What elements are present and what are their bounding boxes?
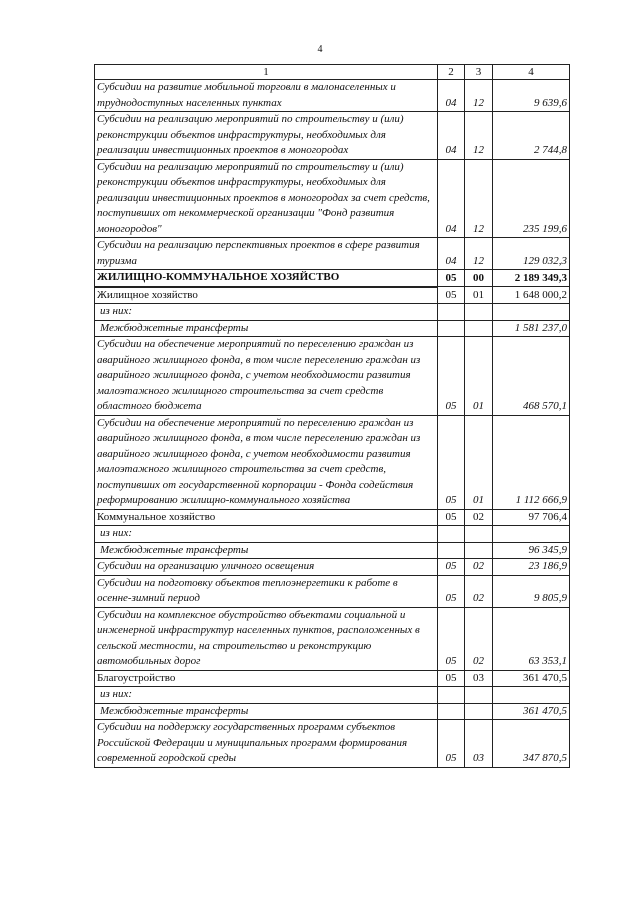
row-description: Коммунальное хозяйство: [95, 509, 438, 526]
row-subsection-code: [465, 703, 493, 720]
row-subsection-code: 02: [465, 575, 493, 607]
row-amount: [493, 687, 570, 704]
row-subsection-code: [465, 542, 493, 559]
table-header-row: [95, 65, 570, 80]
row-subsection-code: 02: [465, 509, 493, 526]
row-section-code: 04: [438, 80, 465, 112]
row-amount: 1 112 666,9: [493, 415, 570, 509]
row-amount: 361 470,5: [493, 703, 570, 720]
row-amount: 96 345,9: [493, 542, 570, 559]
row-subsection-code: 00: [465, 270, 493, 287]
row-subsection-code: 12: [465, 80, 493, 112]
row-subsection-code: 01: [465, 287, 493, 304]
table-row: [95, 287, 570, 304]
table-row: [95, 542, 570, 559]
row-description: из них:: [95, 304, 438, 321]
header-col-2: 2: [438, 65, 465, 80]
row-description: Субсидии на обеспечение мероприятий по переселению граждан из аварийного жилищного фонда, в том числе переселению граждан из аварийного жилищного фонда, с учетом необходимости развития малоэтажного жилищного строительства за счет средств, поступивших от государственной корпорации - Фонда содействия реформированию жилищно-коммунального хозяйства: [95, 415, 438, 509]
table-row: [95, 304, 570, 321]
row-section-code: [438, 687, 465, 704]
row-section-code: [438, 542, 465, 559]
row-section-code: 05: [438, 287, 465, 304]
table-row: [95, 415, 570, 509]
row-section-code: [438, 304, 465, 321]
row-amount: 2 744,8: [493, 112, 570, 160]
row-description: Субсидии на подготовку объектов теплоэнергетики к работе в осенне-зимний период: [95, 575, 438, 607]
table-row: [95, 80, 570, 112]
page-number: 4: [317, 44, 323, 55]
row-description: Жилищное хозяйство: [95, 287, 438, 304]
row-section-code: [438, 320, 465, 337]
row-section-code: 04: [438, 238, 465, 270]
row-amount: [493, 304, 570, 321]
table-row: [95, 607, 570, 670]
table-row: [95, 509, 570, 526]
budget-table: [94, 64, 570, 768]
row-section-code: 05: [438, 607, 465, 670]
table-row: [95, 575, 570, 607]
row-description: Субсидии на организацию уличного освещения: [95, 559, 438, 576]
header-col-4: 4: [493, 65, 570, 80]
row-amount: 2 189 349,3: [493, 270, 570, 287]
row-subsection-code: 03: [465, 720, 493, 768]
row-description: Межбюджетные трансферты: [95, 320, 438, 337]
row-description: Субсидии на комплексное обустройство объектами социальной и инженерной инфраструктур населенных пунктов, расположенных в сельской местности, на строительство и реконструкцию автомобильных дорог: [95, 607, 438, 670]
row-subsection-code: 01: [465, 415, 493, 509]
row-section-code: 05: [438, 509, 465, 526]
row-description: Межбюджетные трансферты: [95, 703, 438, 720]
row-amount: 1 581 237,0: [493, 320, 570, 337]
table-row: [95, 270, 570, 287]
row-description: Субсидии на реализацию перспективных проектов в сфере развития туризма: [95, 238, 438, 270]
row-subsection-code: 01: [465, 337, 493, 416]
row-description: ЖИЛИЩНО-КОММУНАЛЬНОЕ ХОЗЯЙСТВО: [95, 270, 438, 287]
row-section-code: 05: [438, 337, 465, 416]
row-description: Субсидии на обеспечение мероприятий по переселению граждан из аварийного жилищного фонда, в том числе переселению граждан из аварийного жилищного фонда, с учетом необходимости развития малоэтажного жилищного строительства за счет средств областного бюджета: [95, 337, 438, 416]
row-section-code: 05: [438, 415, 465, 509]
row-section-code: 05: [438, 670, 465, 687]
row-description: Межбюджетные трансферты: [95, 542, 438, 559]
row-description: Благоустройство: [95, 670, 438, 687]
row-amount: 129 032,3: [493, 238, 570, 270]
row-description: Субсидии на поддержку государственных программ субъектов Российской Федерации и муниципальных программ формирования современной городской среды: [95, 720, 438, 768]
row-section-code: 05: [438, 720, 465, 768]
row-amount: [493, 526, 570, 543]
table-row: [95, 687, 570, 704]
row-amount: 361 470,5: [493, 670, 570, 687]
row-section-code: 04: [438, 159, 465, 238]
row-subsection-code: 02: [465, 607, 493, 670]
row-description: Субсидии на реализацию мероприятий по строительству и (или) реконструкции объектов инфраструктуры, необходимых для реализации инвестиционных проектов в моногородах за счет средств, поступивших от некоммерческой организации "Фонд развития моногородов": [95, 159, 438, 238]
row-description: из них:: [95, 687, 438, 704]
row-subsection-code: 12: [465, 238, 493, 270]
row-section-code: 05: [438, 559, 465, 576]
row-section-code: 04: [438, 112, 465, 160]
header-col-1: 1: [95, 65, 438, 80]
table-row: [95, 720, 570, 768]
row-amount: 347 870,5: [493, 720, 570, 768]
table-row: [95, 320, 570, 337]
row-subsection-code: 12: [465, 159, 493, 238]
row-amount: 9 639,6: [493, 80, 570, 112]
row-description: из них:: [95, 526, 438, 543]
row-amount: 468 570,1: [493, 337, 570, 416]
row-subsection-code: 02: [465, 559, 493, 576]
header-col-3: 3: [465, 65, 493, 80]
table-row: [95, 112, 570, 160]
table-row: [95, 337, 570, 416]
table-row: [95, 559, 570, 576]
row-description: Субсидии на реализацию мероприятий по строительству и (или) реконструкции объектов инфраструктуры, необходимых для реализации инвестиционных проектов в моногородах: [95, 112, 438, 160]
row-amount: 235 199,6: [493, 159, 570, 238]
row-amount: 23 186,9: [493, 559, 570, 576]
row-description: Субсидии на развитие мобильной торговли в малонаселенных и труднодоступных населенных пунктах: [95, 80, 438, 112]
row-amount: 97 706,4: [493, 509, 570, 526]
row-section-code: [438, 703, 465, 720]
table-row: [95, 703, 570, 720]
row-section-code: 05: [438, 575, 465, 607]
row-subsection-code: 03: [465, 670, 493, 687]
row-subsection-code: [465, 320, 493, 337]
table-row: [95, 238, 570, 270]
row-amount: 9 805,9: [493, 575, 570, 607]
table-row: [95, 670, 570, 687]
table-row: [95, 526, 570, 543]
table-row: [95, 159, 570, 238]
row-section-code: [438, 526, 465, 543]
row-subsection-code: 12: [465, 112, 493, 160]
row-amount: 63 353,1: [493, 607, 570, 670]
row-amount: 1 648 000,2: [493, 287, 570, 304]
row-subsection-code: [465, 304, 493, 321]
row-section-code: 05: [438, 270, 465, 287]
row-subsection-code: [465, 687, 493, 704]
row-subsection-code: [465, 526, 493, 543]
